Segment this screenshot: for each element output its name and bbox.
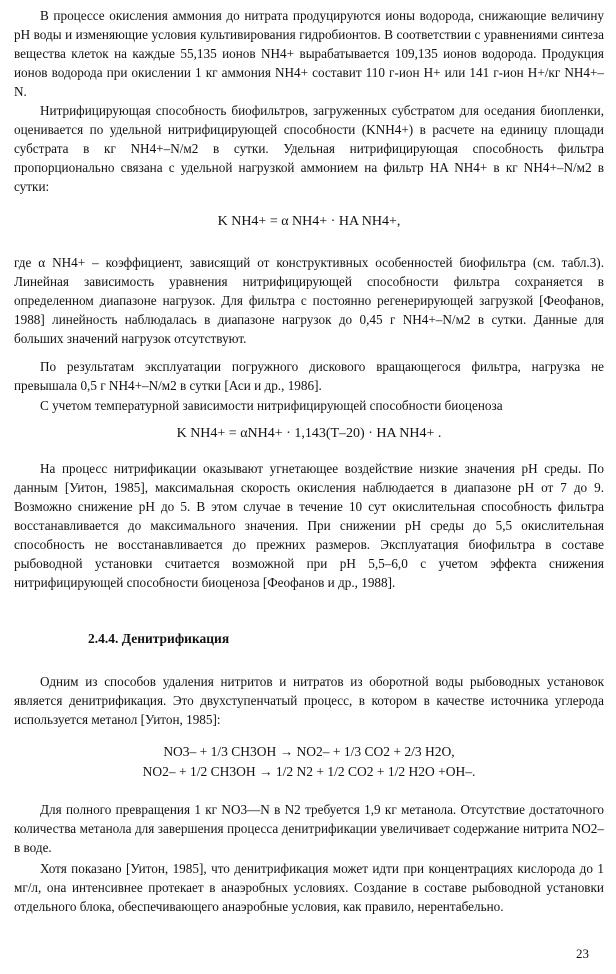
section-heading: 2.4.4. Денитрификация — [88, 631, 230, 646]
paragraph-coefficient: где α NH4+ – коэффициент, зависящий от конструктивных особенностей биофильтра (см. табл.3). Линейная зависимость уравнения нитрифицирующей способности фильтра сохраняется в определенном диапазоне нагрузок. Для фильтра с постоянно регенерирующей загрузкой [Феофанов, 1988] линейность наблюдалась в диапазоне нагрузок до 0,45 г NH4+–N/м2 в сутки. Данные для больших значений нагрузок отсутствуют. — [14, 255, 604, 346]
formula-nitrification-linear: K NH4+ = α NH4+ · HA NH4+, — [217, 214, 401, 229]
paragraph-disk-filter: По результатам эксплуатации погружного дискового вращающегося фильтра, нагрузка не превышала 0,5 г NH4+–N/м2 в сутки [Аси и др., 1986]. — [14, 359, 604, 393]
paragraph-methanol: Для полного превращения 1 кг NO3––N в N2 требуется 1,9 кг метанола. Отсутствие достаточного количества метанола для завершения процесса денитрификации увеличивает содержание нитрита NO2– в воде. — [14, 802, 604, 855]
paragraph-ammonium-oxidation: В процессе окисления аммония до нитрата продуцируются ионы водорода, снижающие величину pH воды и изменяющие условия культивирования гидробионтов. В соответствии с уравнениями синтеза вещества клеток на каждые 55,135 ионов NH4+ вырабатывается 109,135 ионов водорода. Продукция ионов водорода при окислении 1 кг аммония NH4+ составит 110 г-ион H+ или 141 г-ион H+/кг NH4+–N. — [14, 8, 604, 99]
paragraph-ph-effect: На процесс нитрификации оказывают угнетающее воздействие низкие значения pH среды. По данным [Уитон, 1985], максимальная скорость окисления наблюдается в диапазоне pH от 7 до 9. Возможно снижение pH до 5. В этом случае в течение 10 сут окислительная способность фильтра восстанавливается до максимального значения. При снижении pH среды до 5,5 окислительная способность не восстанавливается до прежних размеров. Эксплуатация биофильтра в составе рыбоводной установки считается возможной при pH 5,5–6,0 с учетом эффекта снижения нитрифицирующей способности биоценоза [Феофанов и др., 1988]. — [14, 461, 604, 590]
formula-temperature-dependence: K NH4+ = αNH4+ · 1,143(T–20) · HA NH4+ . — [176, 426, 442, 441]
paragraph-anaerobic: Хотя показано [Уитон, 1985], что денитрификация может идти при концентрациях кислорода до 1 мг/л, она интенсивнее протекает в анаэробных условиях. Создание в составе рыбоводной установки отдельного блока, обеспечивающего анаэробные условия, как правило, нерентабельно. — [14, 861, 604, 914]
paragraph-nitrifying-capacity: Нитрифицирующая способность биофильтров, загруженных субстратом для оседания биопленки, оценивается по удельной нитрифицирующей способности (KNH4+) в расчете на единицу площади субстрата в кг NH4+–N/м2 в сутки. Удельная нитрифицирующая способность фильтра пропорционально связана с удельной нагрузкой аммонием на фильтр HA NH4+ в кг NH4+–N/м2 в сутки: — [14, 103, 604, 194]
formula-denitrification — [14, 742, 604, 782]
page-number: 23 — [576, 946, 589, 961]
paragraph-temperature: С учетом температурной зависимости нитрифицирующей способности биоценоза — [40, 398, 503, 413]
formula-line-2: NO2– + 1/2 CH3OH → 1/2 N2 + 1/2 CO2 + 1/2 H2O +OH–. — [142, 764, 476, 779]
paragraph-denitrification: Одним из способов удаления нитритов и нитратов из оборотной воды рыбоводных установок является денитрификация. Это двухступенчатый процесс, в котором в качестве источника углерода используется метанол [Уитон, 1985]: — [14, 674, 604, 727]
formula-line-1: NO3– + 1/3 CH3OH → NO2– + 1/3 CO2 + 2/3 H2O, — [163, 744, 455, 759]
